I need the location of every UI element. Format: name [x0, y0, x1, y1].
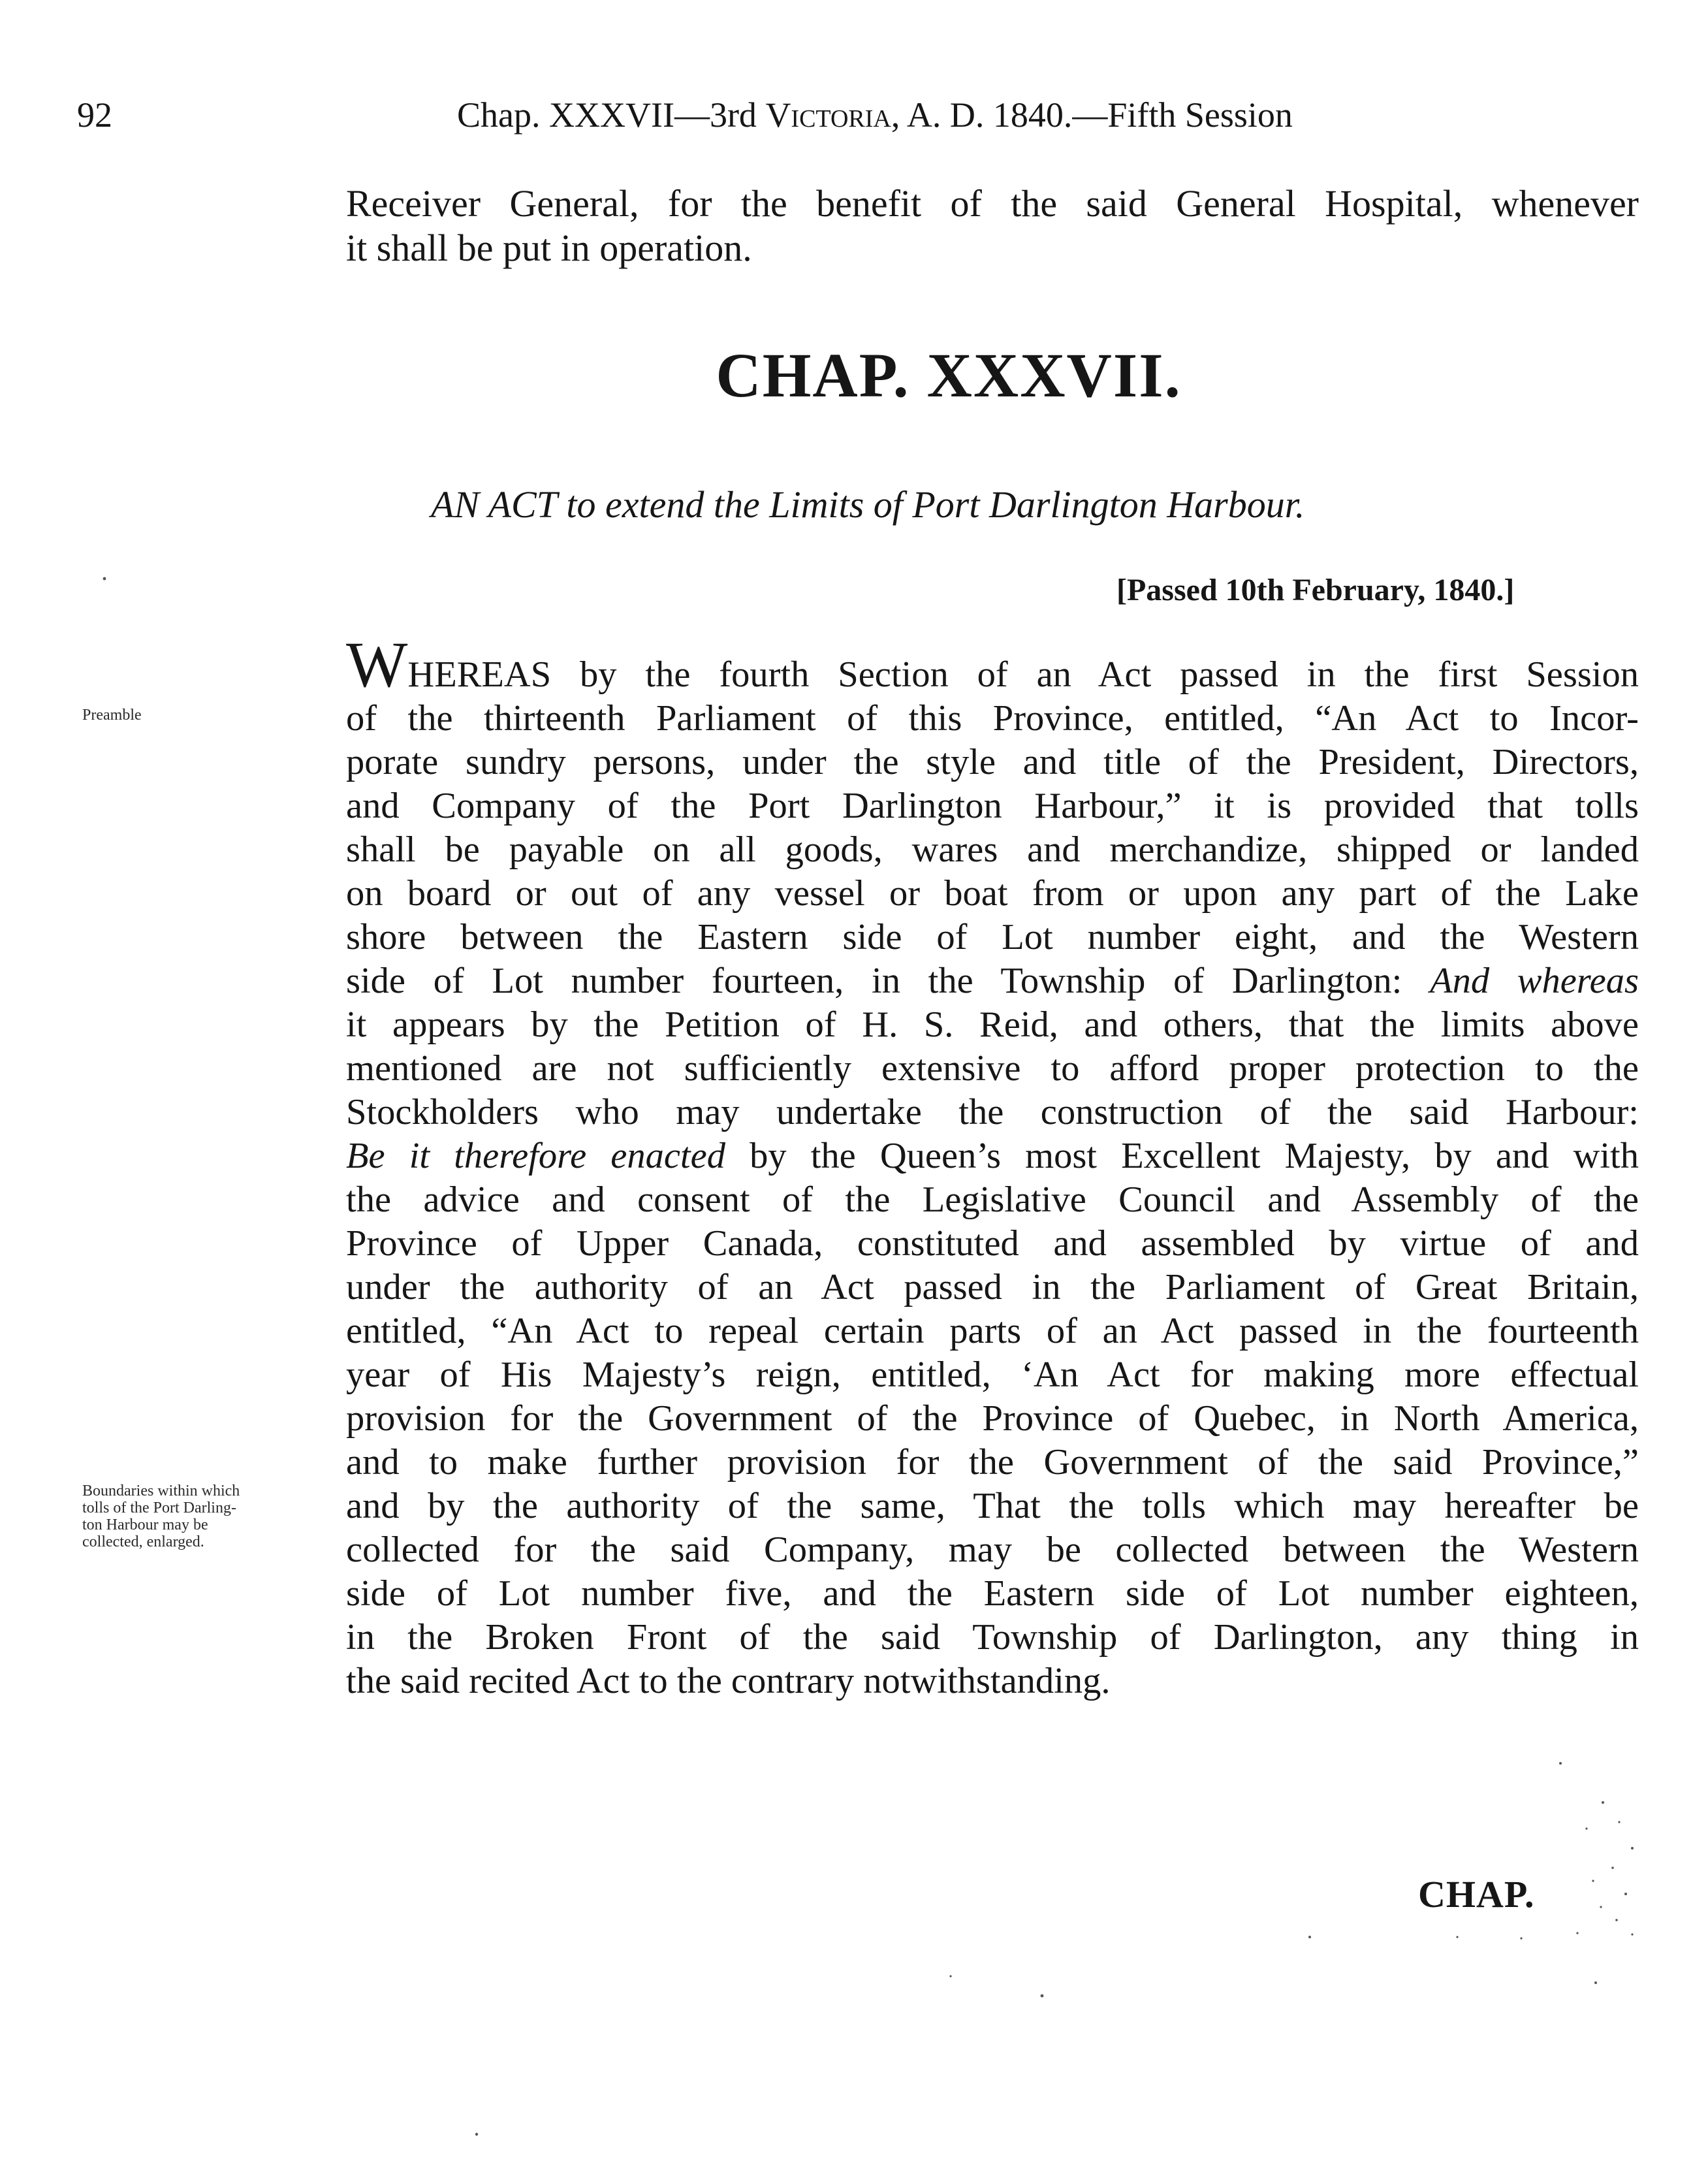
body-line [346, 959, 1639, 1003]
catchword: CHAP. [1418, 1873, 1535, 1915]
act-title: AN ACT to extend the Limits of Port Darlington Harbour. [431, 483, 1305, 526]
body-line: year of His Majesty’s reign, entitled, ‘An Act for making more effectual [346, 1354, 1639, 1395]
body-line-text: side of Lot number fourteen, in the Township of Darlington: [346, 961, 1431, 1001]
body-line: under the authority of an Act passed in the Parliament of Great Britain, [346, 1267, 1639, 1307]
body-line-text: by the Queen’s most Excellent Majesty, by and with [725, 1136, 1639, 1176]
body-line: on board or out of any vessel or boat from or upon any part of the Lake [346, 873, 1639, 914]
margin-note-preamble: Preamble [82, 707, 142, 724]
body-line: and Company of the Port Darlington Harbour,” it is provided that tolls [346, 786, 1639, 826]
body-line: in the Broken Front of the said Township of Darlington, any thing in [346, 1617, 1639, 1658]
body-line [346, 628, 1639, 701]
body-line: shall be payable on all goods, wares and merchandize, shipped or landed [346, 829, 1639, 870]
body-line: shore between the Eastern side of Lot number eight, and the Western [346, 917, 1639, 957]
margin-note-line: ton Harbour may be [82, 1516, 208, 1533]
drop-cap: W [346, 628, 408, 701]
margin-note-line: tolls of the Port Darling- [82, 1499, 236, 1516]
act-body [346, 628, 1639, 1703]
continuation-line: it shall be put in operation. [346, 227, 752, 269]
body-line: mentioned are not sufficiently extensive to afford proper protection to the [346, 1048, 1639, 1089]
running-head [457, 95, 1293, 135]
body-line: and by the authority of the same, That the tolls which may hereafter be [346, 1486, 1639, 1526]
body-line: collected for the said Company, may be collected between the Western [346, 1530, 1639, 1570]
body-line: the said recited Act to the contrary notwithstanding. [346, 1661, 1111, 1701]
running-head-session: , A. D. 1840.—Fifth Session [891, 95, 1293, 135]
body-line: of the thirteenth Parliament of this Province, entitled, “An Act to Incor- [346, 698, 1639, 739]
continuation-line: Receiver General, for the benefit of the said General Hospital, whenever [346, 182, 1639, 225]
margin-note-line: Boundaries within which [82, 1482, 240, 1499]
passed-date: [Passed 10th February, 1840.] [1116, 573, 1515, 607]
page-number: 92 [77, 95, 112, 135]
running-head-chapter: Chap. XXXVII [457, 95, 674, 135]
body-line [346, 1134, 1639, 1178]
body-line: the advice and consent of the Legislative Council and Assembly of the [346, 1179, 1639, 1220]
body-line: Stockholders who may undertake the construction of the said Harbour: [346, 1092, 1639, 1132]
running-head-regnal-prefix: —3rd [674, 95, 766, 135]
body-line: and to make further provision for the Government of the said Province,” [346, 1442, 1639, 1482]
body-line: Province of Upper Canada, constituted and assembled by virtue of and [346, 1223, 1639, 1264]
body-line-italic: And whereas [1430, 961, 1639, 1001]
body-line-italic: Be it therefore enacted [346, 1136, 725, 1176]
running-head-monarch: Victoria [765, 95, 891, 135]
body-line: entitled, “An Act to repeal certain parts of an Act passed in the fourteenth [346, 1311, 1639, 1351]
body-line: side of Lot number five, and the Eastern side of Lot number eighteen, [346, 1573, 1639, 1614]
body-line: provision for the Government of the Province of Quebec, in North America, [346, 1398, 1639, 1439]
body-line-text: HEREAS by the fourth Section of an Act passed in the first Session [407, 654, 1639, 695]
body-line: porate sundry persons, under the style and title of the President, Directors, [346, 742, 1639, 782]
margin-note-line: collected, enlarged. [82, 1533, 204, 1550]
margin-note-boundaries [82, 1482, 324, 1550]
body-line: it appears by the Petition of H. S. Reid, and others, that the limits above [346, 1004, 1639, 1045]
previous-chapter-continuation [346, 182, 1639, 270]
chapter-heading: CHAP. XXXVII. [716, 340, 1182, 410]
